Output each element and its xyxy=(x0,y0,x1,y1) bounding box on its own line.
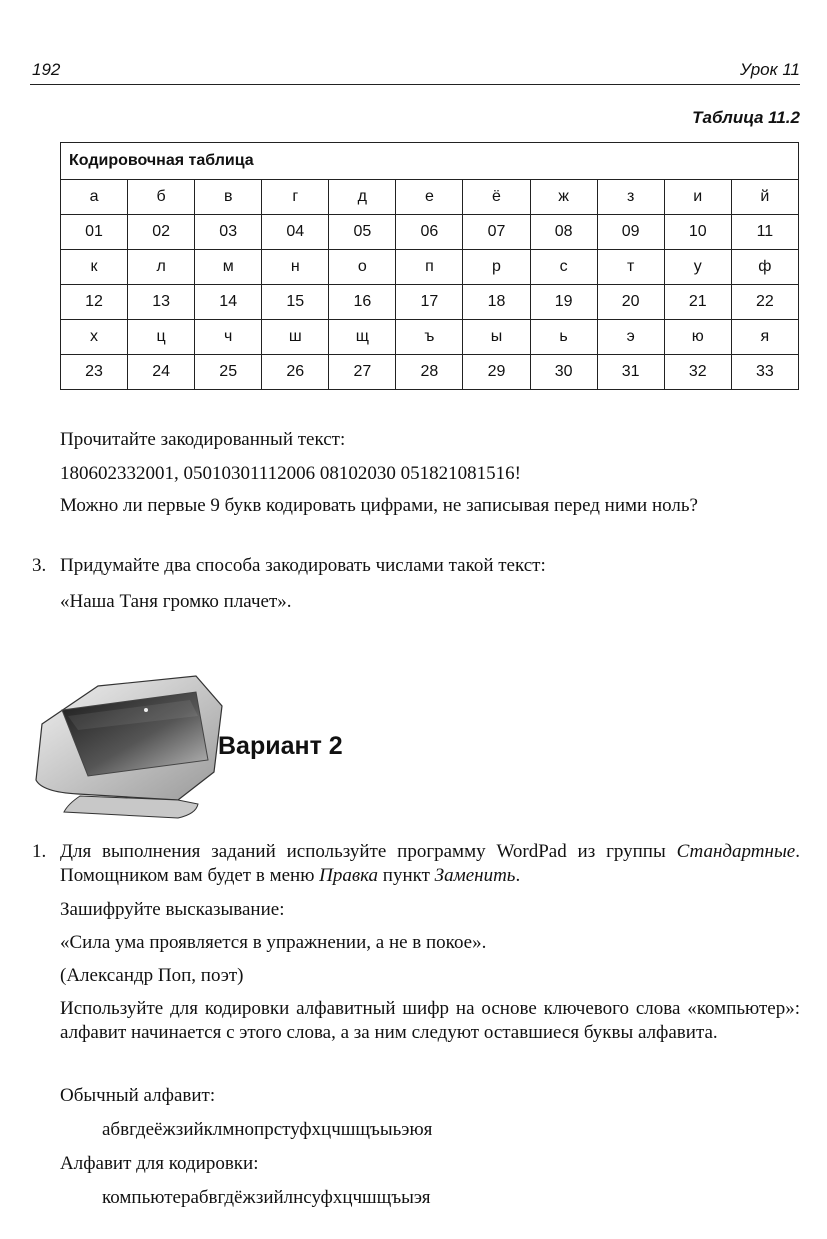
table-cell: 19 xyxy=(530,285,597,320)
lesson-label: Урок 11 xyxy=(740,60,800,79)
item-1-text xyxy=(60,840,800,888)
read-prompt: Прочитайте закодированный текст: xyxy=(60,429,346,450)
table-cell: д xyxy=(329,180,396,215)
item-3-quote: «Наша Таня громко плачет». xyxy=(60,591,292,612)
table-cell: э xyxy=(597,320,664,355)
table-title-row xyxy=(61,143,799,180)
table-cell: ч xyxy=(195,320,262,355)
table-cell: 18 xyxy=(463,285,530,320)
table-cell: 14 xyxy=(195,285,262,320)
table-cell: о xyxy=(329,250,396,285)
table-cell: б xyxy=(128,180,195,215)
item-number-3: 3. xyxy=(32,555,47,576)
table-cell: з xyxy=(597,180,664,215)
table-cell: р xyxy=(463,250,530,285)
table-cell: н xyxy=(262,250,329,285)
table-cell: е xyxy=(396,180,463,215)
table-cell: 25 xyxy=(195,355,262,390)
table-cell: г xyxy=(262,180,329,215)
table-row xyxy=(61,355,799,390)
table-cell: ь xyxy=(530,320,597,355)
computer-monitor-icon xyxy=(28,672,238,822)
table-cell: у xyxy=(664,250,731,285)
table-cell: 13 xyxy=(128,285,195,320)
table-cell: 20 xyxy=(597,285,664,320)
quote-text: «Сила ума проявляется в упражнении, а не в покое». xyxy=(60,932,487,953)
table-cell: л xyxy=(128,250,195,285)
table-cell: 21 xyxy=(664,285,731,320)
item-1-part-g: . xyxy=(515,865,521,886)
table-cell: ы xyxy=(463,320,530,355)
table-cell: х xyxy=(61,320,128,355)
table-cell: ъ xyxy=(396,320,463,355)
code-alphabet: компьютерабвгдёжзийлнсуфхцчшщъыэя xyxy=(102,1187,431,1208)
table-cell: 04 xyxy=(262,215,329,250)
table-cell: ж xyxy=(530,180,597,215)
variant-title: Вариант 2 xyxy=(218,732,343,760)
table-cell: 11 xyxy=(731,215,798,250)
table-cell: 08 xyxy=(530,215,597,250)
item-3-text: Придумайте два способа закодировать числами такой текст: xyxy=(60,555,546,576)
table-cell: 22 xyxy=(731,285,798,320)
instruction-text: Используйте для кодировки алфавитный шифр на основе ключевого слова «компьютер»: алфавит начинается с этого слова, а за ним следуют оставшиеся буквы алфавита. xyxy=(60,998,800,1043)
normal-alphabet-label: Обычный алфавит: xyxy=(60,1085,216,1106)
menu-item-name: Заменить xyxy=(434,865,516,886)
table-title: Кодировочная таблица xyxy=(61,143,799,180)
table-row xyxy=(61,180,799,215)
normal-alphabet: абвгдеёжзийклмнопрстуфхцчшщъыьэюя xyxy=(102,1119,433,1140)
table-cell: 24 xyxy=(128,355,195,390)
table-cell: 05 xyxy=(329,215,396,250)
table-cell: т xyxy=(597,250,664,285)
table-cell: 12 xyxy=(61,285,128,320)
item-1-part-a: Для выполнения заданий используйте программу WordPad из группы xyxy=(60,841,677,862)
table-cell: й xyxy=(731,180,798,215)
table-cell: щ xyxy=(329,320,396,355)
table-cell: ю xyxy=(664,320,731,355)
table-row xyxy=(61,250,799,285)
running-header xyxy=(30,60,800,85)
table-cell: 01 xyxy=(61,215,128,250)
coding-table xyxy=(60,142,799,390)
table-cell: ё xyxy=(463,180,530,215)
question-text: Можно ли первые 9 букв кодировать цифрами, не записывая перед ними ноль? xyxy=(60,495,698,516)
encrypt-prompt: Зашифруйте высказывание: xyxy=(60,899,285,920)
table-cell: 26 xyxy=(262,355,329,390)
item-1-part-c: . Помощником вам будет в меню xyxy=(60,841,800,886)
page-number: 192 xyxy=(32,60,61,79)
table-cell: 03 xyxy=(195,215,262,250)
table-cell: 09 xyxy=(597,215,664,250)
table-cell: с xyxy=(530,250,597,285)
quote-author: (Александр Поп, поэт) xyxy=(60,965,244,986)
table-row xyxy=(61,285,799,320)
table-cell: 30 xyxy=(530,355,597,390)
table-row xyxy=(61,215,799,250)
table-cell: 10 xyxy=(664,215,731,250)
table-caption: Таблица 11.2 xyxy=(692,108,800,127)
table-cell: и xyxy=(664,180,731,215)
table-cell: 33 xyxy=(731,355,798,390)
table-cell: 28 xyxy=(396,355,463,390)
table-cell: к xyxy=(61,250,128,285)
table-cell: 32 xyxy=(664,355,731,390)
table-cell: 06 xyxy=(396,215,463,250)
item-number-1: 1. xyxy=(32,841,47,862)
code-alphabet-label: Алфавит для кодировки: xyxy=(60,1153,259,1174)
encoded-text: 180602332001, 05010301112006 08102030 051821081516! xyxy=(60,463,521,484)
table-cell: п xyxy=(396,250,463,285)
table-cell: м xyxy=(195,250,262,285)
table-cell: ф xyxy=(731,250,798,285)
table-cell: 07 xyxy=(463,215,530,250)
table-cell: 29 xyxy=(463,355,530,390)
table-cell: в xyxy=(195,180,262,215)
table-cell: 15 xyxy=(262,285,329,320)
table-cell: 31 xyxy=(597,355,664,390)
table-cell: 27 xyxy=(329,355,396,390)
table-cell: я xyxy=(731,320,798,355)
table-cell: а xyxy=(61,180,128,215)
table-cell: ц xyxy=(128,320,195,355)
table-cell: 17 xyxy=(396,285,463,320)
table-row xyxy=(61,320,799,355)
group-name: Стандартные xyxy=(676,841,796,862)
table-cell: 23 xyxy=(61,355,128,390)
menu-name: Правка xyxy=(319,865,379,886)
item-1-part-e: пункт xyxy=(378,865,435,886)
table-cell: ш xyxy=(262,320,329,355)
table-cell: 16 xyxy=(329,285,396,320)
table-cell: 02 xyxy=(128,215,195,250)
